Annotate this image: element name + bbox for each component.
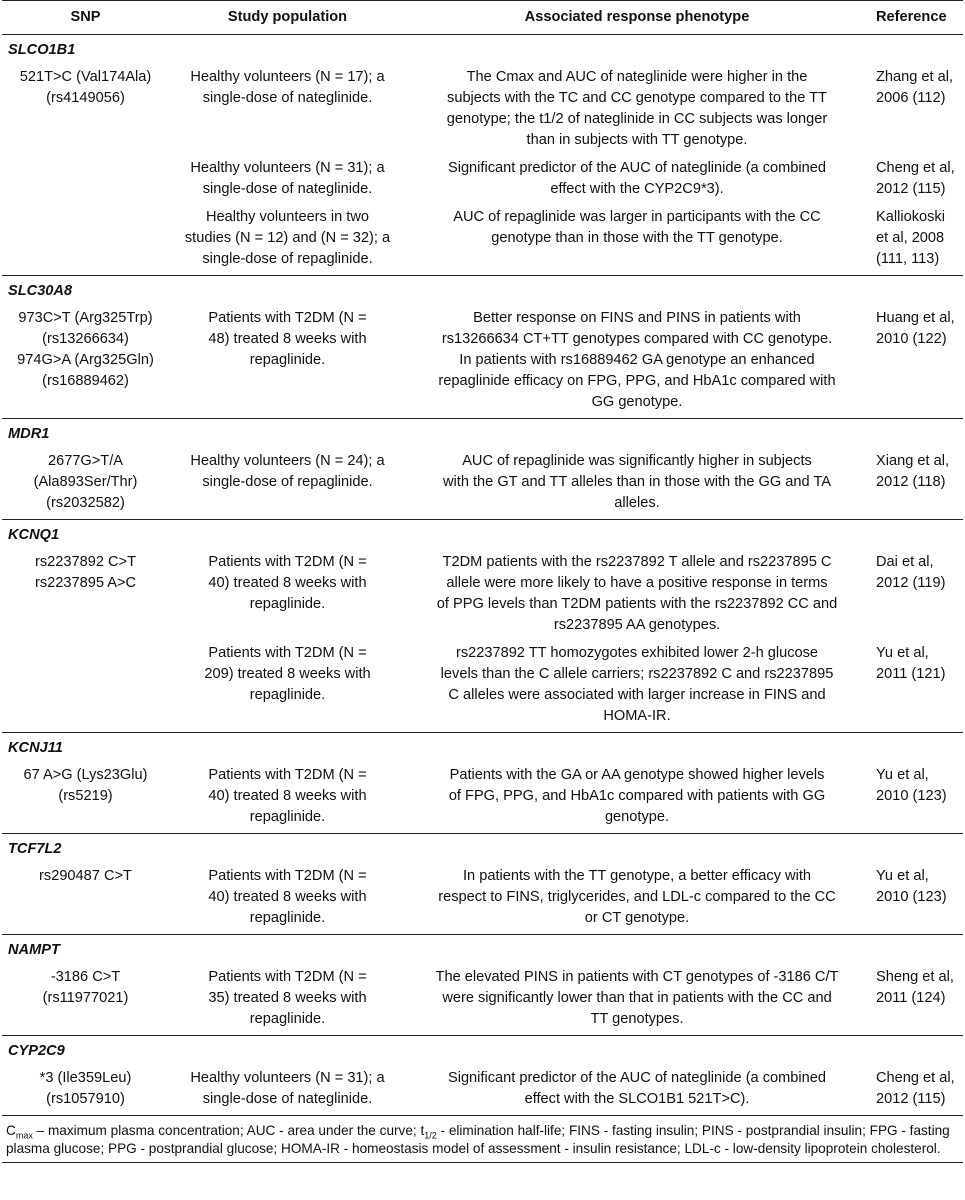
reference-cell: Dai et al, 2012 (119) xyxy=(876,554,946,591)
response-phenotype-cell: Patients with the GA or AA genotype showed higher levels of FPG, PPG, and HbA1c compared with patients with GG genotype. xyxy=(448,767,826,825)
snp-cell xyxy=(2,156,169,205)
gene-name: NAMPT xyxy=(2,935,963,968)
response-phenotype-cell: Better response on FINS and PINS in patients with rs13266634 CT+TT genotypes compared with CC genotype. In patients with rs16889462 GA genotype an enhanced repaglinide efficacy on FPG, PPG, and HbA1c compared with GG genotype. xyxy=(438,310,836,410)
footnote-cmax-symbol: C xyxy=(6,1123,16,1138)
study-population-cell: Healthy volunteers (N = 17); a single-dose of nateglinide. xyxy=(190,69,385,106)
header-study-population: Study population xyxy=(169,1,406,35)
snp-cell: 521T>C (Val174Ala) (rs4149056) xyxy=(19,69,152,106)
snp-cell: 973C>T (Arg325Trp) (rs13266634) 974G>A (Arg325Gln) (rs16889462) xyxy=(17,310,154,389)
reference-cell: Zhang et al, 2006 (112) xyxy=(876,69,954,106)
table-header-row xyxy=(2,1,963,35)
table-row xyxy=(2,156,963,205)
response-phenotype-cell: The Cmax and AUC of nateglinide were higher in the subjects with the TC and CC genotype compared to the TT genotype; the t1/2 of nateglinide in CC subjects was longer than in subjects with TT genotype. xyxy=(446,69,828,148)
study-population-cell: Patients with T2DM (N = 40) treated 8 weeks with repaglinide. xyxy=(208,554,367,612)
snp-cell: -3186 C>T (rs11977021) xyxy=(42,969,129,1006)
response-phenotype-cell: The elevated PINS in patients with CT genotypes of -3186 C/T were significantly lower than that in patients with the CC and TT genotypes. xyxy=(435,969,839,1027)
snp-cell: *3 (Ile359Leu) (rs1057910) xyxy=(39,1070,132,1107)
reference-cell: Cheng et al, 2012 (115) xyxy=(876,160,955,197)
gene-name: KCNQ1 xyxy=(2,520,963,553)
study-population-cell: Healthy volunteers (N = 24); a single-dose of repaglinide. xyxy=(190,453,385,490)
gene-group-row xyxy=(2,419,963,452)
snp-cell: rs2237892 C>T rs2237895 A>C xyxy=(34,554,137,591)
response-phenotype-cell: AUC of repaglinide was significantly higher in subjects with the GT and TT alleles than in those with the GG and TA alleles. xyxy=(442,453,832,511)
reference-cell: Cheng et al, 2012 (115) xyxy=(876,1070,955,1107)
gene-name: KCNJ11 xyxy=(2,733,963,766)
snp-cell xyxy=(2,641,169,733)
footnote-text-part2: - elimination half-life; FINS - fasting insulin; PINS - postprandial insulin; FPG - fasting plasma glucose; PPG - postprandial glucose; HOMA-IR - homeostasis model of assessment - insulin resistance; LDL-c - low-density lipoprotein cholesterol. xyxy=(6,1123,950,1156)
table-row xyxy=(2,967,963,1036)
gene-group-row xyxy=(2,35,963,68)
response-phenotype-cell: Significant predictor of the AUC of nateglinide (a combined effect with the SLCO1B1 521T>C). xyxy=(447,1070,827,1107)
reference-cell: Kalliokoski et al, 2008 (111, 113) xyxy=(876,209,945,267)
table-row xyxy=(2,67,963,156)
gene-group-row xyxy=(2,1036,963,1069)
response-phenotype-cell: T2DM patients with the rs2237892 T allele and rs2237895 C allele were more likely to have a positive response in terms of PPG levels than T2DM patients with the rs2237892 CC and rs2237895 AA genotypes. xyxy=(436,554,838,633)
study-population-cell: Healthy volunteers (N = 31); a single-dose of nateglinide. xyxy=(190,160,385,197)
response-phenotype-cell: AUC of repaglinide was larger in participants with the CC genotype than in those with the TT genotype. xyxy=(453,209,821,246)
reference-cell: Sheng et al, 2011 (124) xyxy=(876,969,954,1006)
reference-cell: Yu et al, 2010 (123) xyxy=(876,868,947,905)
table-row xyxy=(2,205,963,276)
snp-cell: 2677G>T/A (Ala893Ser/Thr) (rs2032582) xyxy=(33,453,138,511)
study-population-cell: Healthy volunteers (N = 31); a single-dose of nateglinide. xyxy=(190,1070,385,1107)
snp-cell: 67 A>G (Lys23Glu) (rs5219) xyxy=(23,767,148,804)
reference-cell: Xiang et al, 2012 (118) xyxy=(876,453,950,490)
reference-cell: Huang et al, 2010 (122) xyxy=(876,310,955,347)
snp-cell xyxy=(2,205,169,276)
response-phenotype-cell: rs2237892 TT homozygotes exhibited lower 2-h glucose levels than the C allele carriers; rs2237892 C and rs2237895 C alleles were associated with larger increase in FINS and HOMA-IR. xyxy=(440,645,834,724)
header-snp: SNP xyxy=(2,1,169,35)
study-population-cell: Patients with T2DM (N = 40) treated 8 weeks with repaglinide. xyxy=(208,868,367,926)
footnote-cmax-subscript: max xyxy=(15,1130,33,1141)
gene-name: MDR1 xyxy=(2,419,963,452)
gene-name: TCF7L2 xyxy=(2,834,963,867)
table-row xyxy=(2,641,963,733)
table-footnote xyxy=(2,1116,963,1163)
table-row xyxy=(2,765,963,834)
study-population-cell: Patients with T2DM (N = 40) treated 8 weeks with repaglinide. xyxy=(208,767,367,825)
gene-name: SLC30A8 xyxy=(2,276,963,309)
study-population-cell: Healthy volunteers in two studies (N = 12) and (N = 32); a single-dose of repaglinide. xyxy=(184,209,391,267)
gene-group-row xyxy=(2,276,963,309)
gene-name: SLCO1B1 xyxy=(2,35,963,68)
snp-response-table xyxy=(2,0,963,1163)
study-population-cell: Patients with T2DM (N = 35) treated 8 weeks with repaglinide. xyxy=(208,969,367,1027)
snp-cell: rs290487 C>T xyxy=(39,868,132,884)
footnote-t-subscript: 1/2 xyxy=(424,1130,437,1141)
gene-group-row xyxy=(2,733,963,766)
table-row xyxy=(2,552,963,641)
response-phenotype-cell: In patients with the TT genotype, a better efficacy with respect to FINS, triglycerides, and LDL-c compared to the CC or CT genotype. xyxy=(438,868,836,926)
reference-cell: Yu et al, 2010 (123) xyxy=(876,767,947,804)
table-row xyxy=(2,308,963,419)
table-footnote-row xyxy=(2,1116,963,1163)
gene-group-row xyxy=(2,520,963,553)
gene-name: CYP2C9 xyxy=(2,1036,963,1069)
header-reference: Reference xyxy=(868,1,963,35)
reference-cell: Yu et al, 2011 (121) xyxy=(876,645,946,682)
table-row xyxy=(2,866,963,935)
study-population-cell: Patients with T2DM (N = 209) treated 8 weeks with repaglinide. xyxy=(204,645,371,703)
table-row xyxy=(2,451,963,520)
study-population-cell: Patients with T2DM (N = 48) treated 8 weeks with repaglinide. xyxy=(208,310,367,368)
gene-group-row xyxy=(2,935,963,968)
response-phenotype-cell: Significant predictor of the AUC of nateglinide (a combined effect with the CYP2C9*3). xyxy=(447,160,827,197)
header-associated-response-phenotype: Associated response phenotype xyxy=(406,1,868,35)
table-body xyxy=(2,35,963,1116)
footnote-text-part1: – maximum plasma concentration; AUC - area under the curve; t xyxy=(32,1123,425,1138)
gene-group-row xyxy=(2,834,963,867)
table-row xyxy=(2,1068,963,1116)
